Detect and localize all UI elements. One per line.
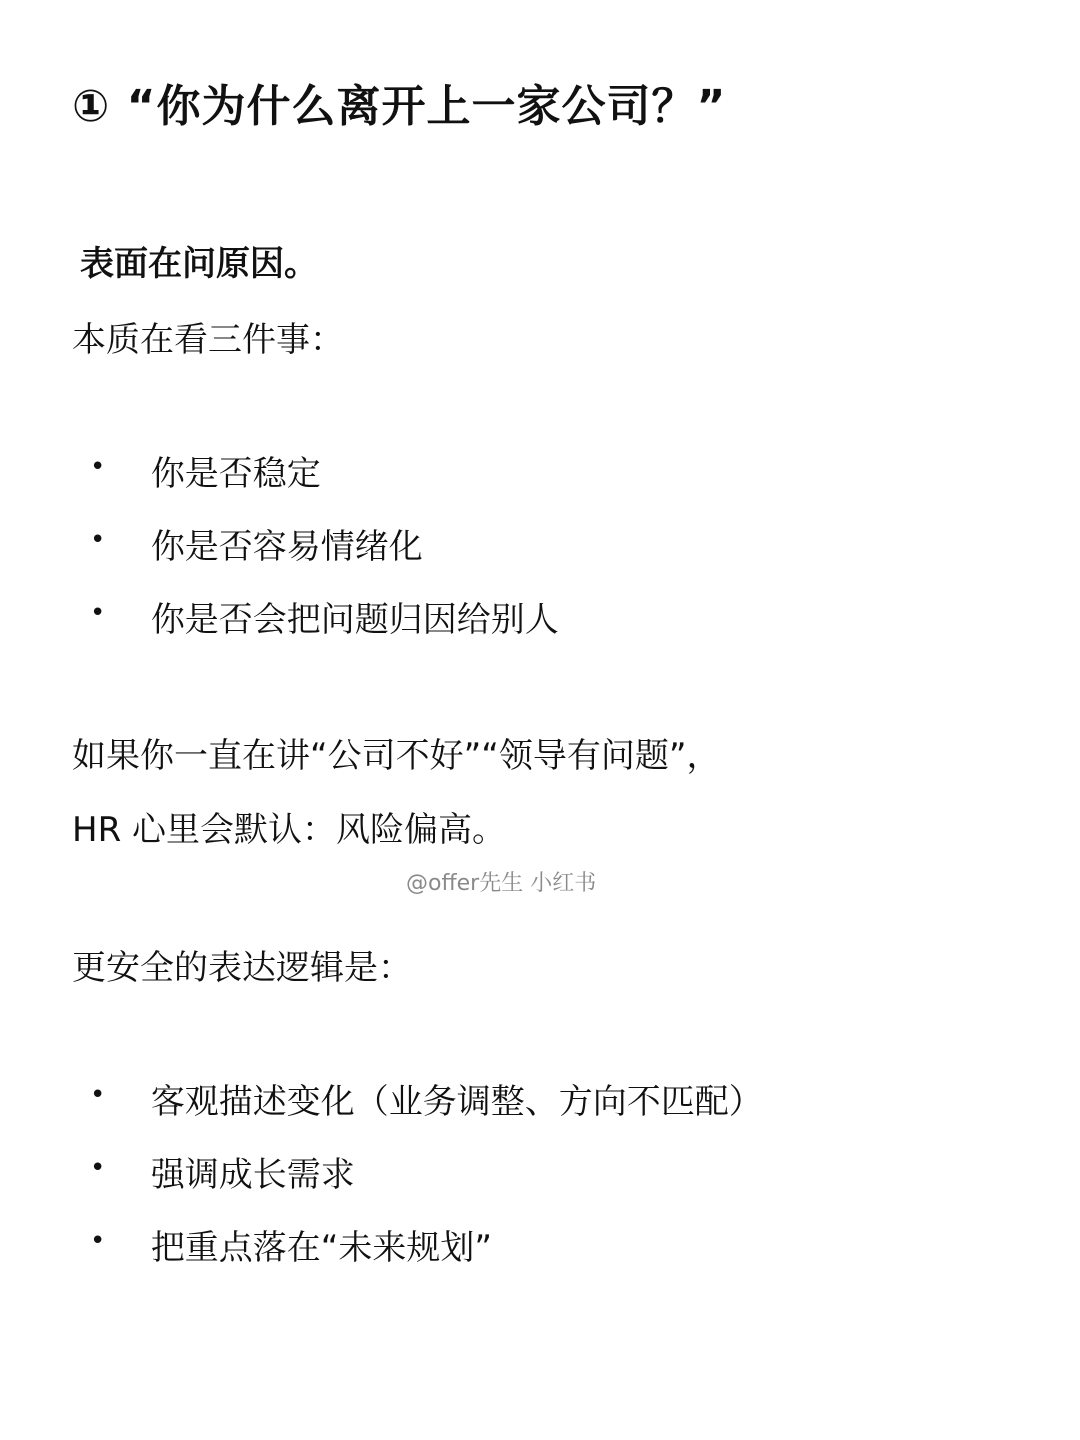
list-item [90,1220,492,1269]
subheading: 表面在问原因。 [80,244,318,284]
list-item [90,592,559,641]
bullet-icon: • [90,524,106,555]
list-item-text: 把重点落在“未来规划” [150,1228,493,1268]
list-item [90,1074,763,1123]
bullet-icon: • [90,1225,106,1256]
list-item [90,519,423,568]
warning-text: HR 心里会默认：风险偏高。 [72,810,506,850]
list-item-text: 客观描述变化（业务调整、方向不匹配） [150,1082,763,1122]
list-item-text: 强调成长需求 [150,1155,355,1195]
list-item-text: 你是否会把问题归因给别人 [150,600,559,640]
bullet-icon: • [90,597,106,628]
intro-text: 本质在看三件事： [72,320,344,360]
list-item [90,446,321,495]
bullet-icon: • [90,1079,106,1110]
watermark: @offer先生 小红书 [406,871,597,896]
list-item-text: 你是否容易情绪化 [150,527,423,567]
bullet-icon: • [90,1152,106,1183]
safe-intro-text: 更安全的表达逻辑是： [72,948,412,988]
page-title: ① “你为什么离开上一家公司？” [72,81,727,132]
list-item [90,1147,355,1196]
bullet-icon: • [90,451,106,482]
list-item-text: 你是否稳定 [150,454,321,494]
warning-text: 如果你一直在讲“公司不好”“领导有问题”， [72,736,721,776]
